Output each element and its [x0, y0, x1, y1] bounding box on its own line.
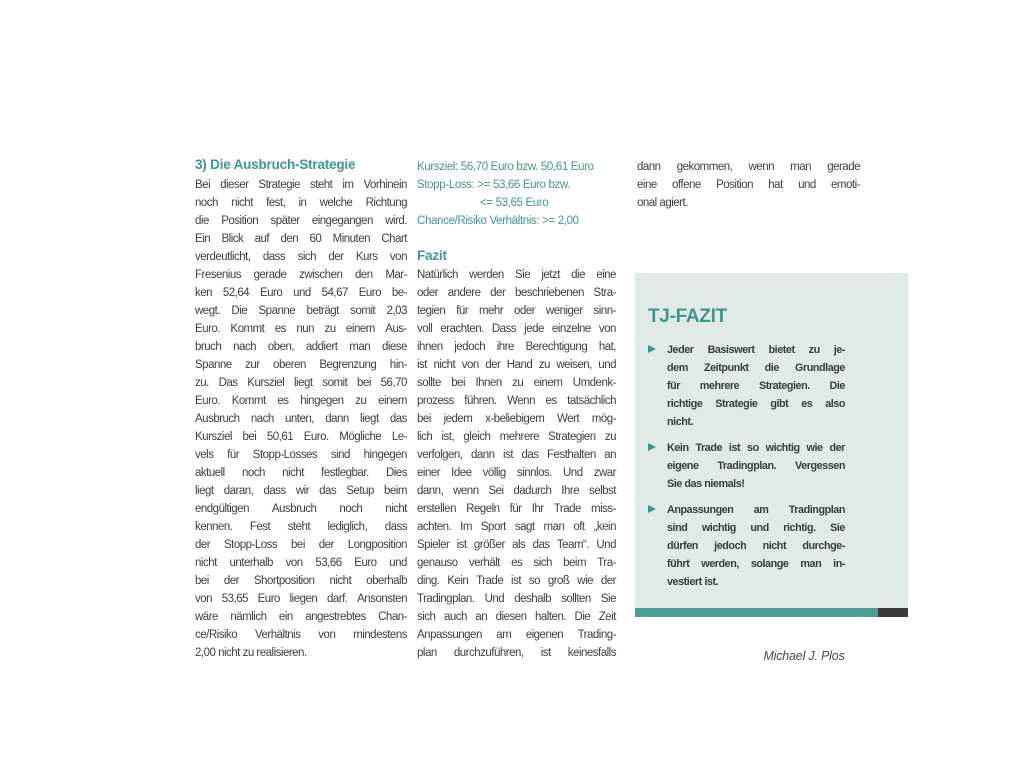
paragraph-fazit — [417, 266, 616, 662]
fazit-bullet-item — [648, 501, 908, 591]
text-line: endgültigen Ausbruch noch nicht — [195, 503, 407, 515]
text-line: achten. Im Sport sagt man oft „kein — [417, 521, 616, 533]
text-line: Euro. Kommt es hingegen zu einem — [195, 395, 407, 407]
fazit-bullet-item — [648, 341, 908, 431]
text-line: Anpassungen am eigenen Trading- — [417, 629, 616, 641]
accent-bar-teal-segment — [635, 608, 878, 617]
text-line: 2,00 nicht zu realisieren. — [195, 647, 307, 659]
tj-fazit-title: TJ-FAZIT — [648, 306, 727, 327]
text-line: ist nicht von der Hand zu weisen, und — [417, 359, 616, 371]
trade-summary-block — [417, 158, 616, 230]
text-line: <= 53,65 Euro — [480, 197, 549, 209]
fazit-bullet-text — [667, 501, 845, 591]
text-line: für mehrere Strategien. Die — [667, 380, 845, 392]
text-line: ihnen jedoch ihre Berechtigung hat, — [417, 341, 616, 353]
fazit-bullet-text — [667, 341, 845, 431]
text-line: der Stopp-Loss bei der Longposition — [195, 539, 407, 551]
tj-fazit-box — [635, 273, 908, 617]
text-line: Chance/Risiko Verhältnis: >= 2,00 — [417, 215, 579, 227]
author-byline: Michael J. Plos — [763, 649, 845, 663]
text-line: bei der Shortposition nicht oberhalb — [195, 575, 407, 587]
text-line: tegien für mehr oder weniger sinn- — [417, 305, 616, 317]
text-line: dürfen jedoch nicht durchge- — [667, 540, 845, 552]
bullet-triangle-icon — [648, 443, 667, 451]
text-line: voll erachten. Dass jede einzelne von — [417, 323, 616, 335]
text-line: liegt daran, dass wir das Setup beim — [195, 485, 407, 497]
text-line: sollte bei Ihnen zu einem Umdenk- — [417, 377, 616, 389]
text-line: plan durchzuführen, ist keinesfalls — [417, 647, 616, 659]
text-line: prozess führen. Wenn es tatsächlich — [417, 395, 616, 407]
text-line: Kursziel: 56,70 Euro bzw. 50,61 Euro — [417, 161, 594, 173]
text-line: aktuell noch nicht festlegbar. Dies — [195, 467, 407, 479]
text-line: vestiert ist. — [667, 576, 719, 588]
text-line: führt werden, solange man in- — [667, 558, 845, 570]
text-line: wäre nämlich ein angestrebtes Chan- — [195, 611, 407, 623]
text-line: einer Idee völlig sinnlos. Und zwar — [417, 467, 616, 479]
text-line: Ein Blick auf den 60 Minuten Chart — [195, 233, 407, 245]
text-line: die Position später eingegangen wird. — [195, 215, 407, 227]
text-line: sich auch an diesen halten. Die Zeit — [417, 611, 616, 623]
text-line: Spieler ist größer als das Team“. Und — [417, 539, 616, 551]
text-line: Bei dieser Strategie steht im Vorhinein — [195, 179, 407, 191]
article-column-continuation — [637, 158, 860, 212]
tj-fazit-bullet-list — [648, 341, 908, 591]
text-line: dann gekommen, wenn man gerade — [637, 161, 860, 173]
text-line: lich ist, gleich mehrere Strategien zu — [417, 431, 616, 443]
text-line: dem Zeitpunkt die Grundlage — [667, 362, 845, 374]
bullet-triangle-icon — [648, 505, 667, 513]
text-line: Spanne zur oberen Begrenzung hin- — [195, 359, 407, 371]
text-line: onal agiert. — [637, 197, 688, 209]
text-line: zu. Das Kursziel liegt somit bei 56,70 — [195, 377, 407, 389]
text-line: Kein Trade ist so wichtig wie der — [667, 442, 845, 454]
text-line: erstellen Regeln für Ihr Trade miss- — [417, 503, 616, 515]
text-line: kennen. Fest steht lediglich, dass — [195, 521, 407, 533]
text-line: dann, wenn Sei dadurch Ihre selbst — [417, 485, 616, 497]
text-line: bruch nach oben, addiert man diese — [195, 341, 407, 353]
text-line: wegt. Die Spanne beträgt somit 2,03 — [195, 305, 407, 317]
text-line: eine offene Position hat und emoti- — [637, 179, 860, 191]
accent-bar-dark-segment — [878, 608, 908, 617]
text-line: richtige Strategie gibt es also — [667, 398, 845, 410]
text-line: vels für Stopp-Losses sind hingegen — [195, 449, 407, 461]
text-line: Kursziel bei 50,61 Euro. Mögliche Le- — [195, 431, 407, 443]
text-line: Anpassungen am Tradingplan — [667, 504, 845, 516]
text-line: verfolgen, dann ist das Festhalten an — [417, 449, 616, 461]
text-line: Jeder Basiswert bietet zu je- — [667, 344, 845, 356]
text-line: oder andere der beschriebenen Stra- — [417, 287, 616, 299]
text-line: verdeutlicht, dass sich der Kurs von — [195, 251, 407, 263]
paragraph-ausbruch-strategie — [195, 176, 407, 662]
box-accent-bar — [635, 608, 908, 617]
article-column-fazit — [417, 158, 616, 662]
text-line: nicht. — [667, 416, 694, 428]
text-line: ce/Risiko Verhältnis von mindestens — [195, 629, 407, 641]
text-line: nicht unterhalb von 53,66 Euro und — [195, 557, 407, 569]
section-heading-ausbruch-strategie: 3) Die Ausbruch-Strategie — [195, 157, 356, 172]
fazit-bullet-item — [648, 439, 908, 493]
text-line: Euro. Kommt es nun zu einem Aus- — [195, 323, 407, 335]
fazit-bullet-text — [667, 439, 845, 493]
text-line: Tradingplan. Und deshalb sollten Sie — [417, 593, 616, 605]
text-line: bei jedem x-beliebigem Wert mög- — [417, 413, 616, 425]
article-column-strategy — [195, 155, 407, 662]
text-line: ken 52,64 Euro und 54,67 Euro be- — [195, 287, 407, 299]
section-heading-fazit: Fazit — [417, 248, 447, 263]
text-line: noch nicht fest, in welche Richtung — [195, 197, 407, 209]
text-line: sind wichtig und richtig. Sie — [667, 522, 845, 534]
text-line: ding. Kein Trade ist so groß wie der — [417, 575, 616, 587]
text-line: Ausbruch nach unten, dann liegt das — [195, 413, 407, 425]
text-line: von 53,65 Euro liegen darf. Ansonsten — [195, 593, 407, 605]
text-line: Natürlich werden Sie jetzt die eine — [417, 269, 616, 281]
text-line: eigene Tradingplan. Vergessen — [667, 460, 845, 472]
text-line: Sie das niemals! — [667, 478, 745, 490]
text-line: Stopp-Loss: >= 53,66 Euro bzw. — [417, 179, 571, 191]
text-line: genauso verhält es sich beim Tra- — [417, 557, 616, 569]
text-line: Fresenius gerade zwischen den Mar- — [195, 269, 407, 281]
bullet-triangle-icon — [648, 345, 667, 353]
